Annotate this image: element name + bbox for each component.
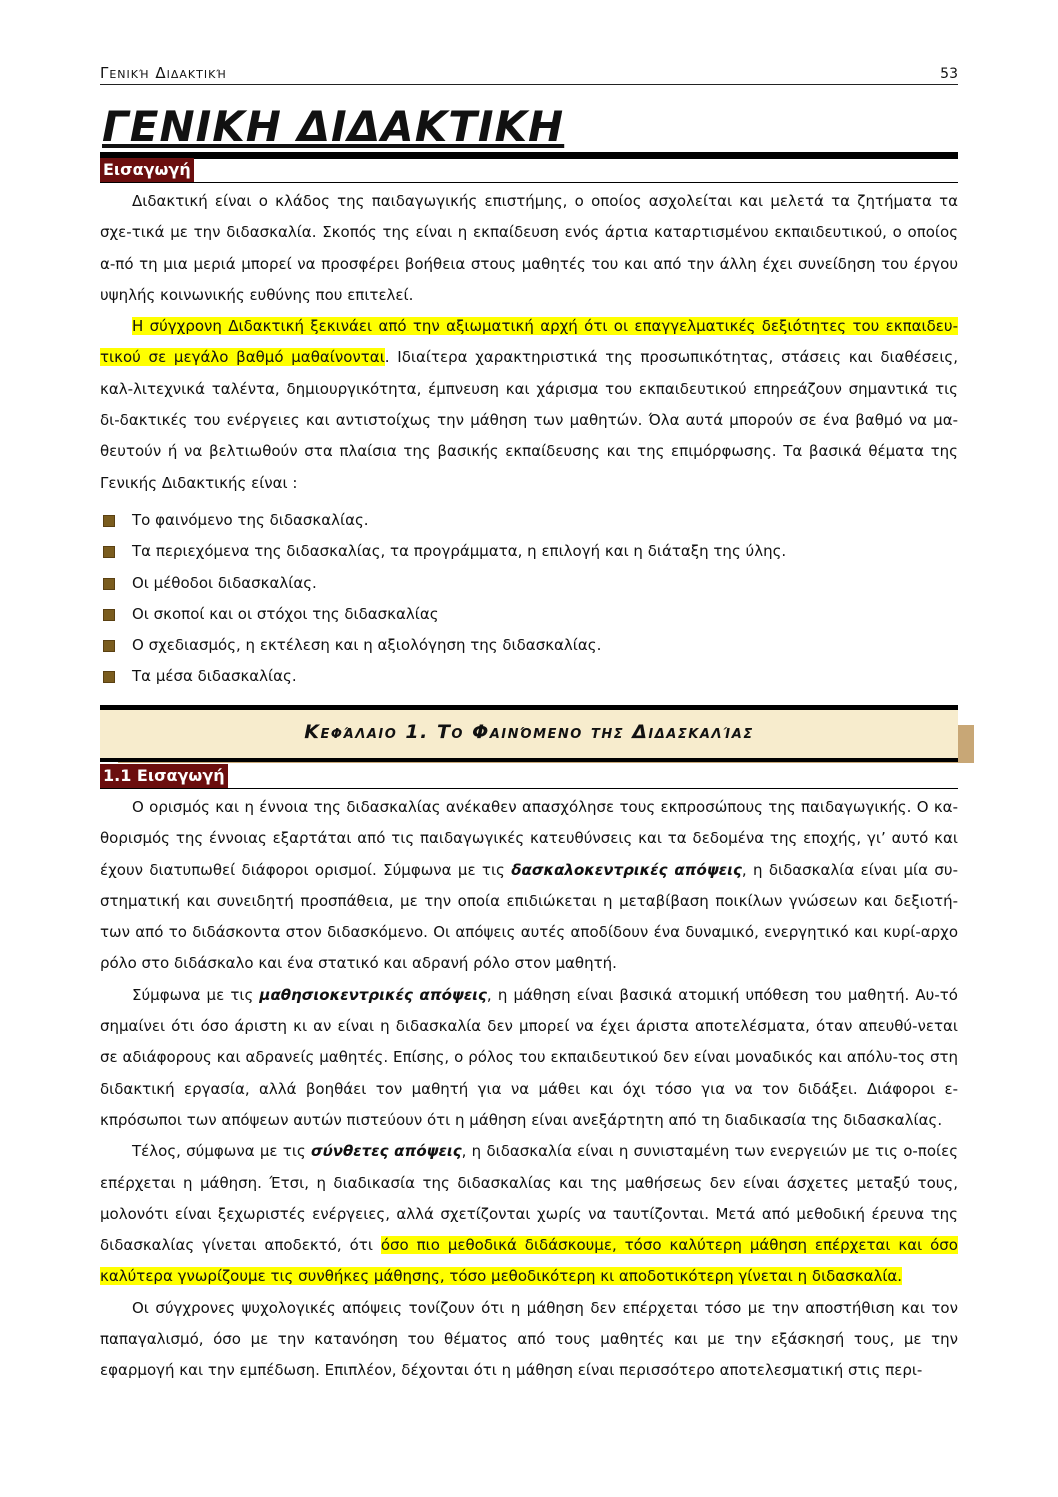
paragraph-text: Σύμφωνα με τις [132, 985, 260, 1004]
chapter-title-banner [100, 705, 958, 762]
intro-paragraph-2 [100, 311, 958, 499]
list-item [100, 599, 958, 630]
section-1-1-text [100, 792, 958, 1387]
emphasis-term: μαθησιοκεντρικές απόψεις [259, 985, 487, 1004]
paragraph-text: Ο ορισμός και η έννοια της διδασκαλίας ανέκαθεν απασχόλησε τους εκπροσώπους της παιδαγωγικής. Ο κα-θορισμός της έννοιας εξαρτάται από τις παιδαγωγικές κατευθύνσεις και τα δεδομένα της εποχής, γι’ αυτό και έχουν διατυπωθεί διάφοροι ορισμοί. Σύμφωνα με τις [100, 798, 958, 879]
document-title [100, 100, 958, 159]
emphasis-term: σύνθετες απόψεις [310, 1142, 462, 1161]
section-paragraph-2 [100, 980, 958, 1136]
square-bullet-icon [103, 609, 115, 621]
highlighted-text: όσο πιο μεθοδικά διδάσκουμε, τόσο καλύτερη μάθηση επέρχεται και όσο καλύτερα γνωρίζουμε τις συνθήκες μάθησης, τόσο μεθοδικότερη κι αποδοτικότερη γίνεται η διδασκαλία. [100, 1236, 958, 1286]
list-item [100, 630, 958, 661]
intro-highlight: Η σύγχρονη Διδακτική ξεκινάει από την αξιωματική αρχή ότι οι επαγγελματικές δεξιότητες του εκπαιδευ-τικού σε μεγάλο βαθμό μαθαίνονται [100, 317, 958, 367]
list-item-text: Τα μέσα διδασκαλίας. [132, 667, 297, 686]
section-1-1-heading: 1.1 Εισαγωγή [100, 764, 228, 788]
square-bullet-icon [103, 578, 115, 590]
paragraph-text: , η διδασκαλία είναι η συνισταμένη των ενεργειών με τις ο-ποίες επέρχεται η μάθηση. Έτσι, η διαδικασία της διδασκαλίας και της μαθήσεως δεν είναι άσχετες μεταξύ τους, μολονότι είναι ξεχωριστές ενέργειες, αλλά σχετίζονται χωρίς να ταυτίζονται. Μετά από μεθοδική έρευνα της διδασκαλίας γίνεται αποδεκτό, ότι [100, 1142, 959, 1255]
list-item-text: Τα περιεχόμενα της διδασκαλίας, τα προγράμματα, η επιλογή και η διάταξη της ύλης. [132, 542, 787, 561]
intro-text [100, 186, 958, 499]
section-1-1-heading-rule [100, 788, 958, 789]
intro-heading: Εισαγωγή [100, 158, 194, 182]
topics-list [100, 505, 958, 693]
list-item [100, 661, 958, 692]
list-item-text: Ο σχεδιασμός, η εκτέλεση και η αξιολόγηση της διδασκαλίας. [132, 636, 602, 655]
section-paragraph-3 [100, 1136, 958, 1292]
square-bullet-icon [103, 640, 115, 652]
list-item [100, 568, 958, 599]
list-item [100, 505, 958, 536]
chapter-title-box [100, 705, 958, 759]
running-header [100, 62, 958, 85]
section-paragraph-1 [100, 792, 958, 980]
page-number: 53 [940, 66, 958, 82]
list-item [100, 536, 958, 567]
square-bullet-icon [103, 546, 115, 558]
paragraph-text: Τέλος, σύμφωνα με τις [132, 1142, 311, 1161]
paragraph-text: , η μάθηση είναι βασικά ατομική υπόθεση του μαθητή. Αυ-τό σημαίνει ότι όσο άριστη κι αν είναι η διδασκαλία δεν μπορεί να έχει άριστα αποτελέσματα, όταν απευθύ-νεται σε αδιάφορους και αδρανείς μαθητές. Επίσης, ο ρόλος του εκπαιδευτικού δεν είναι μοναδικός και απόλυ-τος στη διδακτική εργασία, αλλά βοηθάει τον μαθητή για να μάθει και όχι τόσο για να τον διδάξει. Διάφοροι ε-κπρόσωποι των απόψεων αυτών πιστεύουν ότι η μάθηση είναι ανεξάρτητη από τη διαδικασία της διδασκαλίας. [100, 985, 958, 1129]
running-header-title: Γενική Διδακτική [100, 64, 227, 82]
square-bullet-icon [103, 671, 115, 683]
list-item-text: Το φαινόμενο της διδασκαλίας. [132, 511, 369, 529]
intro-paragraph-2-rest: . Ιδιαίτερα χαρακτηριστικά της προσωπικότητας, στάσεις και διαθέσεις, καλ-λιτεχνικά ταλέντα, δημιουργικότητα, έμπνευση και χάρισμα του εκπαιδευτικού επηρεάζουν σημαντικά τις δι-δακτικές του ενέργειες και αντιστοίχως την μάθηση των μαθητών. Όλα αυτά μπορούν σε ένα βαθμό να μα-θευτούν ή να βελτιωθούν στα πλαίσια της βασικής εκπαίδευσης και της επιμόρφωσης. Τα βασικά θέματα της Γενικής Διδακτικής είναι : [100, 348, 959, 492]
section-paragraph-4: Οι σύγχρονες ψυχολογικές απόψεις τονίζουν ότι η μάθηση δεν επέρχεται τόσο με την αποστήθιση και τον παπαγαλισμό, όσο με την κατανόηση του θέματος από τους μαθητές και με την εξάσκησή τους, με την εφαρμογή και την εμπέδωση. Επιπλέον, δέχονται ότι η μάθηση είναι περισσότερο αποτελεσματική στις περι- [100, 1298, 958, 1380]
list-item-text: Οι μέθοδοι διδασκαλίας. [132, 573, 317, 592]
emphasis-term: δασκαλοκεντρικές απόψεις [511, 860, 742, 879]
intro-heading-rule [100, 182, 958, 183]
document-title-text: ΓΕΝΙΚΗ ΔΙΔΑΚΤΙΚΗ [102, 102, 565, 151]
square-bullet-icon [103, 515, 115, 527]
chapter-title: Κεφάλαιο 1. Το Φαινόμενο της Διδασκαλίας [304, 721, 754, 743]
paragraph-text: , η διδασκαλία είναι μία συ-στηματική και συνειδητή προσπάθεια, με την οποία επιδιώκεται η μεταβίβαση ποικίλων γνώσεων και δεξιοτή-των από το διδάσκοντα στον διδασκόμενο. Οι απόψεις αυτές αποδίδουν ένα δυναμικό, ενεργητικό και κυρί-αρχο ρόλο στο διδάσκαλο και ένα στατικό και αδρανή ρόλο στον μαθητή. [100, 860, 958, 973]
list-item-text: Οι σκοποί και οι στόχοι της διδασκαλίας [132, 604, 439, 623]
intro-paragraph-1: Διδακτική είναι ο κλάδος της παιδαγωγικής επιστήμης, ο οποίος ασχολείται και μελετά τα ζητήματα τα σχε-τικά με την διδασκαλία. Σκοπός της είναι η εκπαίδευση ενός άρτια καταρτισμένου εκπαιδευτικού, ο οποίος α-πό τη μια μεριά μπορεί να προσφέρει βοήθεια στους μαθητές του και από την άλλη έχει συνείδηση του έργου υψηλής κοινωνικής ευθύνης που επιτελεί. [100, 192, 958, 304]
